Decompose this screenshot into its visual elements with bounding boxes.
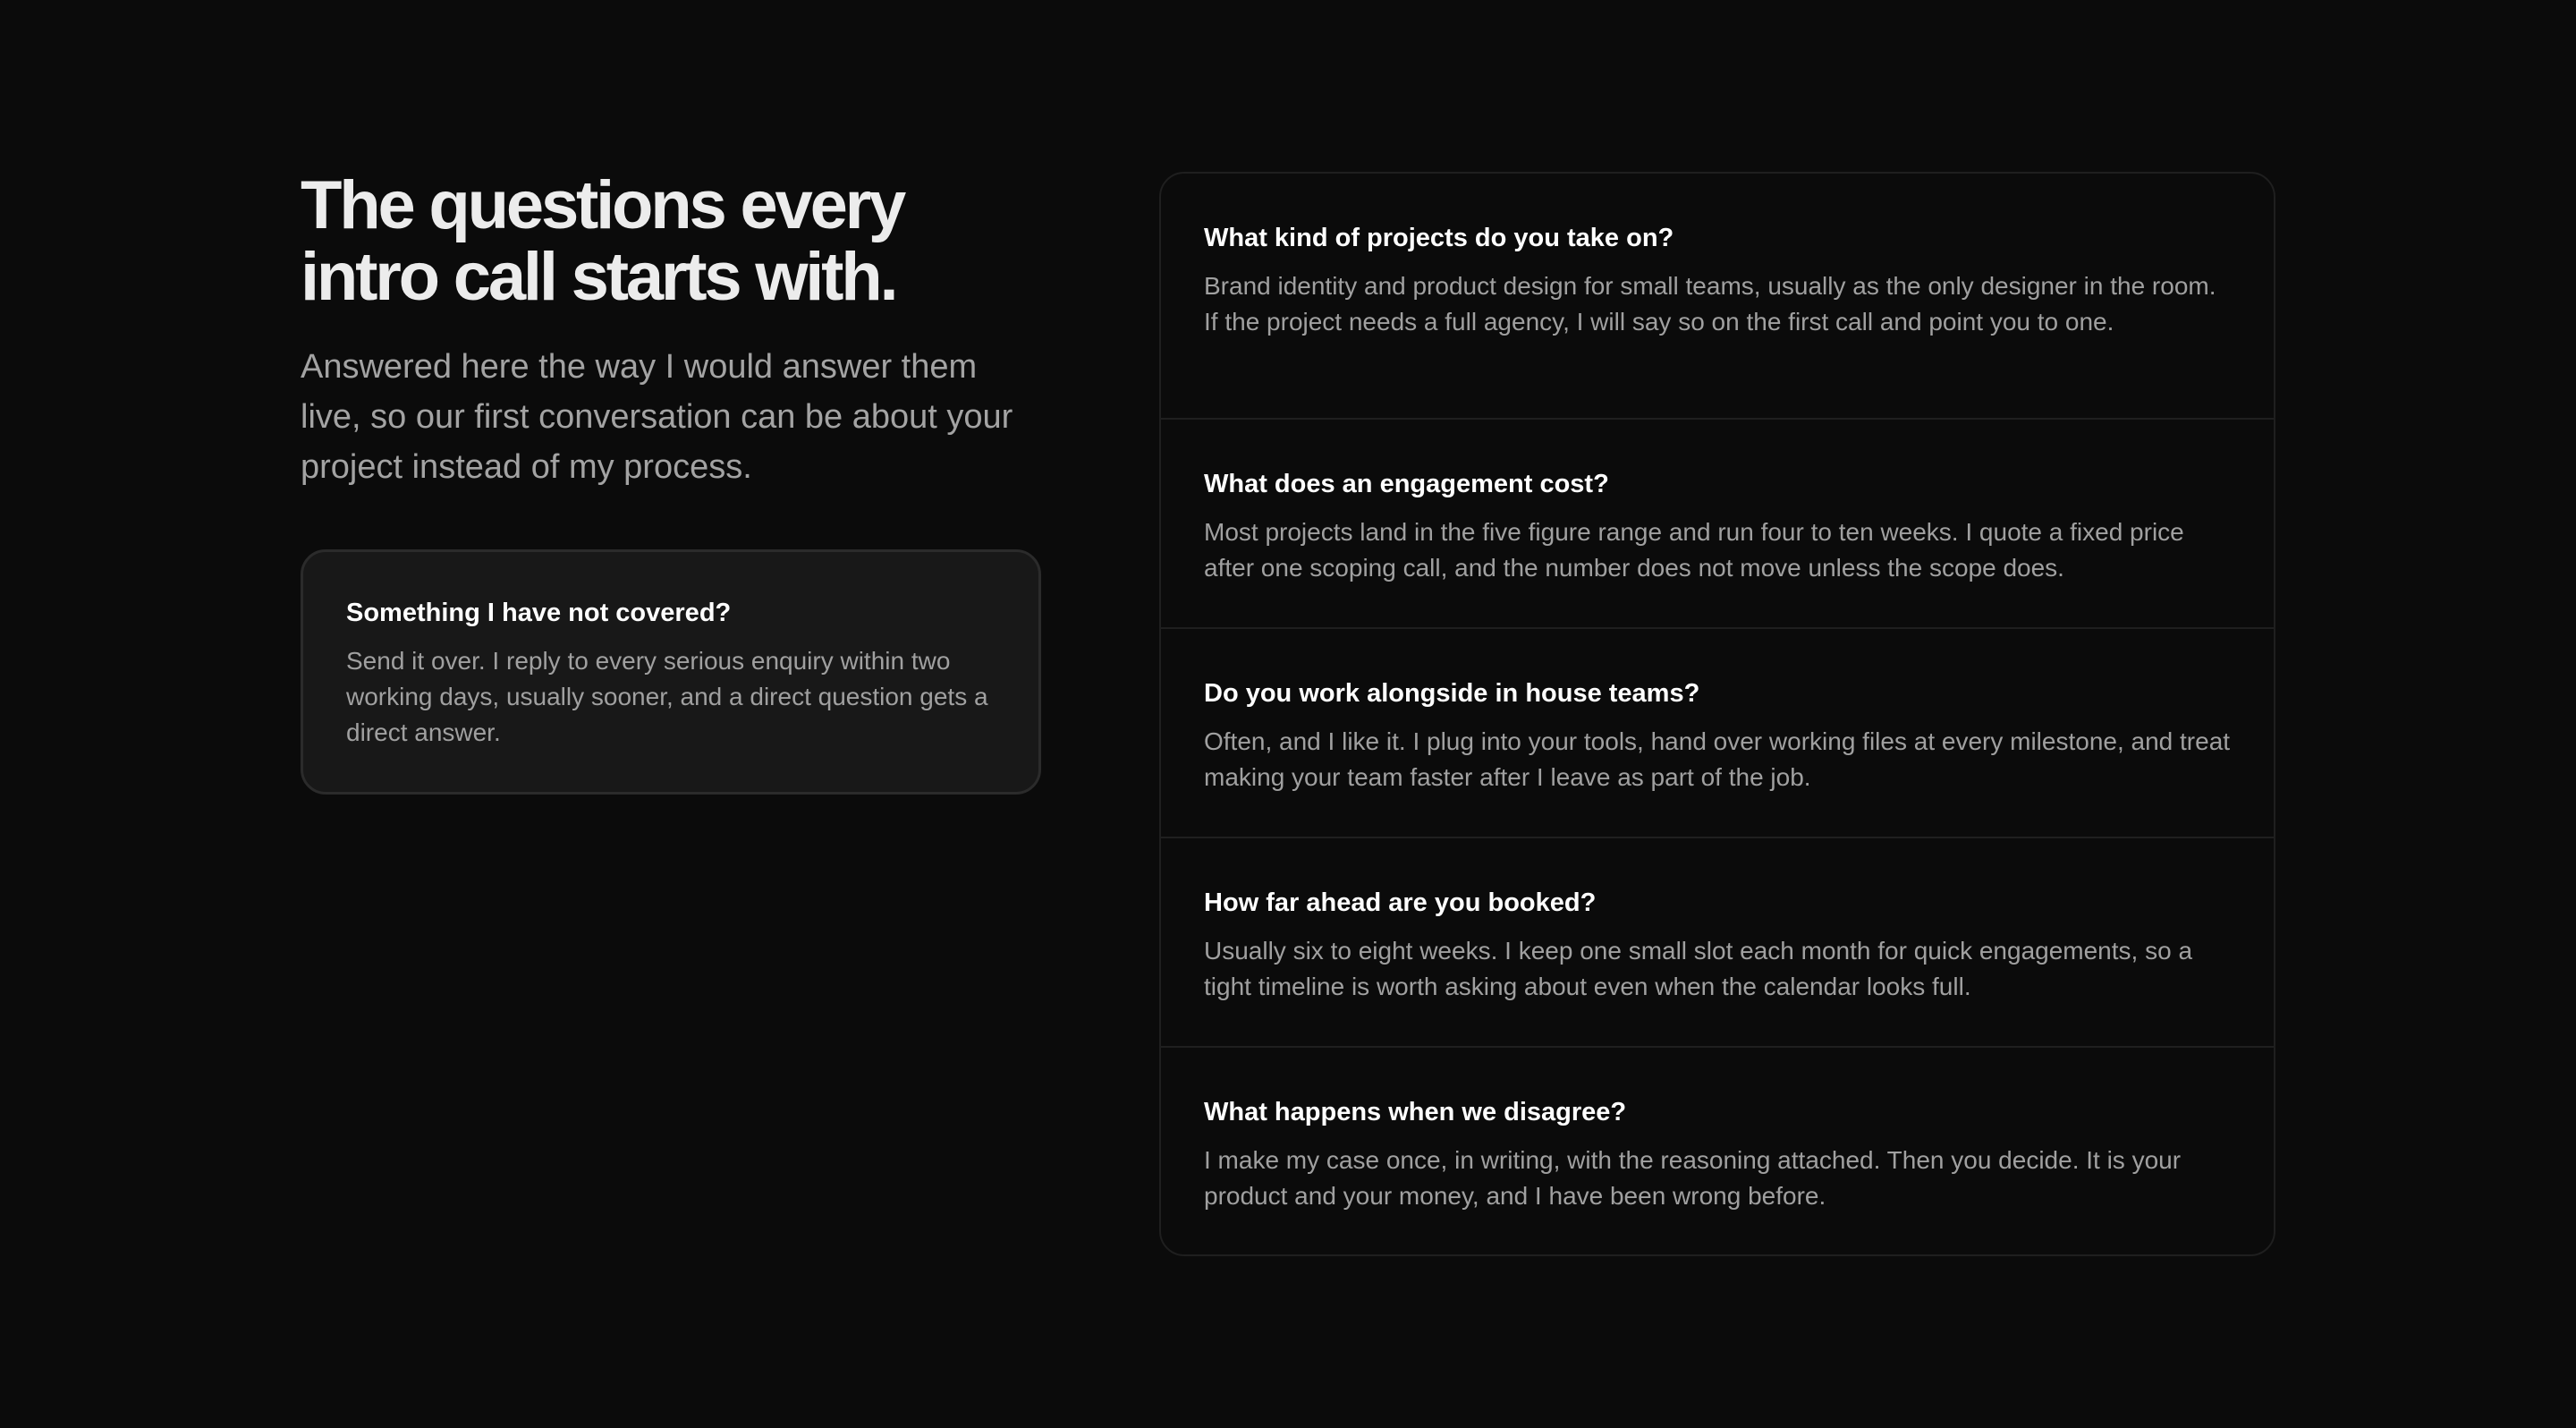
faq-question: What kind of projects do you take on? xyxy=(1204,224,1674,252)
faq-item-in-house-teams xyxy=(1161,629,2274,838)
faq-question: What does an engagement cost? xyxy=(1204,470,1609,498)
faq-question: How far ahead are you booked? xyxy=(1204,888,1597,917)
page-title xyxy=(301,167,1052,315)
intro-description: Answered here the way I would answer them live, so our first conversation can be about your project instead of my process. xyxy=(301,348,1013,486)
faq-item-projects xyxy=(1161,174,2274,420)
faq-answer: Most projects land in the five figure range and run four to ten weeks. I quote a fixed price after one scoping call, and the number does not move unless the scope does. xyxy=(1204,518,2184,582)
contact-callout-card xyxy=(301,549,1041,795)
faq-list xyxy=(1159,172,2275,1256)
page-title-line-1: The questions every xyxy=(301,167,904,243)
faq-question: What happens when we disagree? xyxy=(1204,1098,1627,1126)
faq-item-disagreement xyxy=(1161,1048,2274,1214)
faq-answer: Often, and I like it. I plug into your tools, hand over working files at every milestone, and treat making your team faster after I leave as part of the job. xyxy=(1204,727,2231,791)
faq-answer: I make my case once, in writing, with the reasoning attached. Then you decide. It is your product and your money, and I have been wrong before. xyxy=(1204,1146,2182,1210)
page-title-line-2: intro call starts with. xyxy=(301,239,896,315)
intro-section xyxy=(301,167,1052,492)
faq-item-booking xyxy=(1161,838,2274,1048)
contact-callout-title: Something I have not covered? xyxy=(346,599,732,627)
contact-callout-text: Send it over. I reply to every serious enquiry within two working days, usually sooner, and a direct question gets a direct answer. xyxy=(346,647,988,746)
faq-question: Do you work alongside in house teams? xyxy=(1204,679,1700,708)
faq-answer: Brand identity and product design for small teams, usually as the only designer in the room. If the project needs a full agency, I will say so on the first call and point you to one. xyxy=(1204,272,2216,336)
faq-item-cost xyxy=(1161,420,2274,629)
faq-answer: Usually six to eight weeks. I keep one small slot each month for quick engagements, so a tight timeline is worth asking about even when the calendar looks full. xyxy=(1204,937,2193,1000)
